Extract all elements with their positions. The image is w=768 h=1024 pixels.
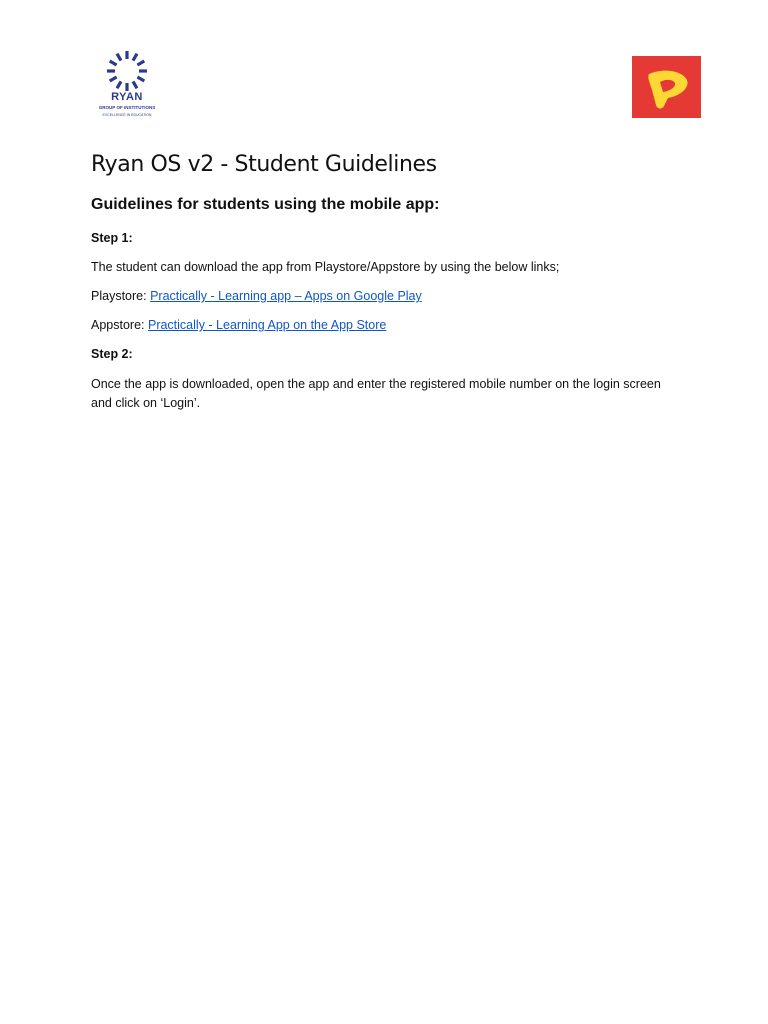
practically-logo [632, 56, 701, 118]
appstore-link[interactable]: Practically - Learning App on the App Store [147, 318, 387, 332]
appstore-label: Appstore: [91, 318, 148, 332]
step1-label: Step 1: [91, 231, 133, 245]
ryan-logo [92, 46, 162, 124]
ryan-sunburst-icon [92, 46, 162, 92]
playstore-label: Playstore: [91, 289, 151, 303]
step2-label: Step 2: [91, 347, 133, 361]
page-title: Ryan OS v2 - Student Guidelines [91, 152, 437, 177]
ryan-logo-name: RYAN [111, 91, 143, 103]
playstore-line [91, 287, 422, 306]
step2-text-line1: Once the app is downloaded, open the app and enter the registered mobile number on the login screen [91, 377, 661, 391]
page-subtitle: Guidelines for students using the mobile app: [91, 196, 440, 213]
playstore-link[interactable]: Practically - Learning app – Apps on Google Play [150, 289, 422, 303]
ryan-logo-tagline: EXCELLENCE IN EDUCATION [102, 113, 152, 117]
appstore-line [91, 316, 386, 335]
practically-logo-icon [632, 56, 701, 118]
step2-text-line2: and click on ‘Login’. [91, 396, 201, 410]
ryan-logo-subtitle: GROUP OF INSTITUTIONS [98, 105, 156, 110]
step1-text: The student can download the app from Playstore/Appstore by using the below links; [91, 260, 560, 274]
